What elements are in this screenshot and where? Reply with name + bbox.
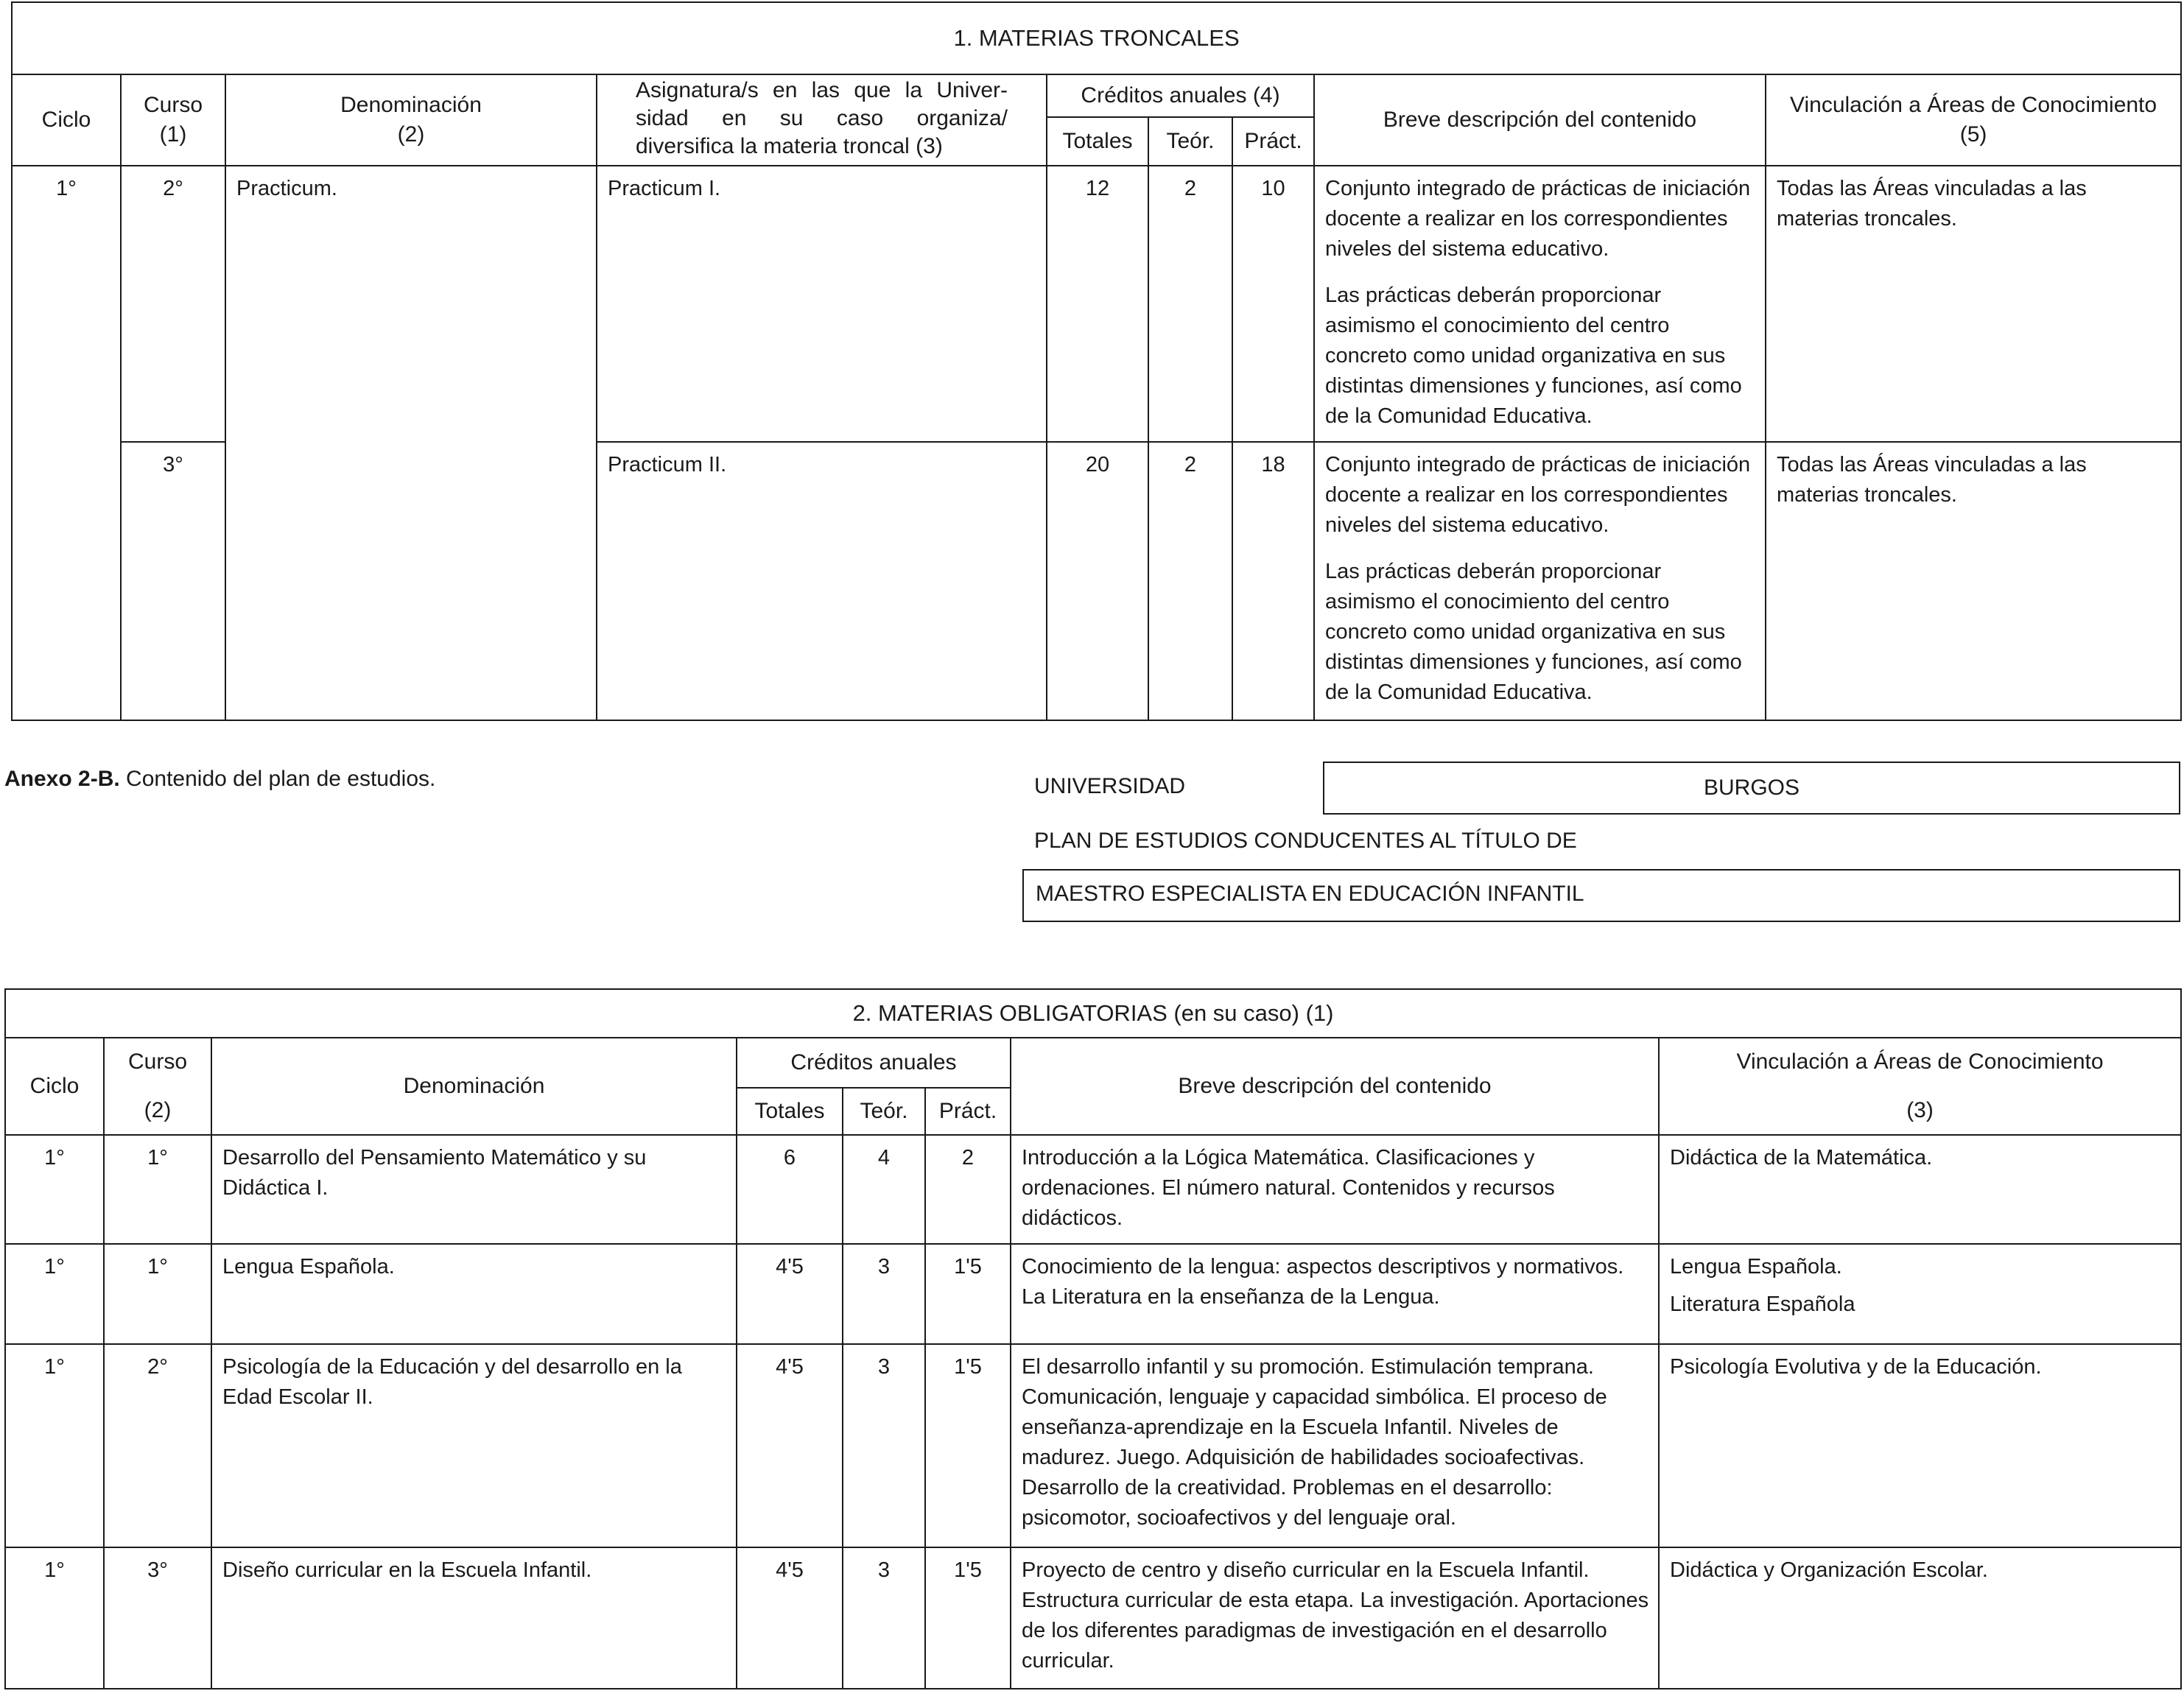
cell-teor: 4 — [843, 1135, 925, 1244]
cell-pract: 1'5 — [925, 1547, 1011, 1689]
cell-totales: 6 — [737, 1135, 843, 1244]
cell-ciclo: 1° — [5, 1547, 104, 1689]
header-totales: Totales — [737, 1088, 843, 1135]
universidad-label: UNIVERSIDAD — [1034, 774, 1186, 798]
header-asignaturas-line: Asignatura/s en las que la Univer- — [636, 78, 1008, 102]
header-denominacion-label: Denominación — [340, 93, 482, 117]
cell-denominacion: Psicología de la Educación y del desarrollo en la Edad Escolar II. — [211, 1344, 737, 1547]
cell-ciclo: 1° — [5, 1135, 104, 1244]
table-row — [5, 1344, 2181, 1547]
cell-curso: 2° — [104, 1344, 211, 1547]
materias-obligatorias-table — [4, 988, 2182, 1689]
cell-totales: 4'5 — [737, 1344, 843, 1547]
descripcion-paragraph: Conjunto integrado de prácticas de iniciación docente a realizar en los correspondientes niveles del sistema educativo. — [1325, 177, 1751, 261]
cell-denominacion: Practicum. — [225, 166, 597, 720]
header-vinculacion-note: (3) — [1906, 1098, 1934, 1122]
cell-asignatura: Practicum I. — [597, 166, 1047, 442]
table-row — [5, 1135, 2181, 1244]
header-totales: Totales — [1047, 117, 1148, 166]
header-breve-descripcion: Breve descripción del contenido — [1314, 74, 1766, 166]
cell-teor: 2 — [1148, 166, 1232, 442]
cell-pract: 18 — [1232, 442, 1314, 720]
header-vinculacion-label: Vinculación a Áreas de Conocimiento — [1736, 1049, 2104, 1074]
cell-teor: 3 — [843, 1344, 925, 1547]
table-title: 1. MATERIAS TRONCALES — [12, 2, 2181, 74]
header-asignaturas — [597, 74, 1047, 166]
plan-label: PLAN DE ESTUDIOS CONDUCENTES AL TÍTULO DE — [1034, 829, 1577, 853]
header-teor: Teór. — [1148, 117, 1232, 166]
cell-vinculacion: Didáctica y Organización Escolar. — [1659, 1547, 2181, 1689]
header-pract: Práct. — [1232, 117, 1314, 166]
table-title: 2. MATERIAS OBLIGATORIAS (en su caso) (1) — [5, 989, 2181, 1038]
cell-pract: 2 — [925, 1135, 1011, 1244]
cell-teor: 3 — [843, 1244, 925, 1344]
header-teor: Teór. — [843, 1088, 925, 1135]
cell-descripcion: Conocimiento de la lengua: aspectos descriptivos y normativos. La Literatura en la enseñanza de la Lengua. — [1011, 1244, 1659, 1344]
header-creditos: Créditos anuales — [737, 1038, 1011, 1088]
cell-vinculacion: Psicología Evolutiva y de la Educación. — [1659, 1344, 2181, 1547]
cell-pract: 10 — [1232, 166, 1314, 442]
cell-vinculacion: Didáctica de la Matemática. — [1659, 1135, 2181, 1244]
cell-descripcion: El desarrollo infantil y su promoción. Estimulación temprana. Comunicación, lenguaje y capacidad simbólica. El proceso de enseñanza-aprendizaje en la Escuela Infantil. Niveles de madurez. Juego. Adquisición de habilidades socioafectivas. Desarrollo de la creatividad. Problemas en el desarrollo: psicomotor, socioafectivos y del lenguaje oral. — [1011, 1344, 1659, 1547]
header-denominacion-note: (2) — [397, 122, 425, 147]
header-vinculacion-note: (5) — [1959, 122, 1987, 147]
cell-teor: 2 — [1148, 442, 1232, 720]
anexo-text: Contenido del plan de estudios. — [119, 767, 436, 791]
cell-pract: 1'5 — [925, 1344, 1011, 1547]
cell-descripcion: Proyecto de centro y diseño curricular en la Escuela Infantil. Estructura curricular de esta etapa. La investigación. Aportaciones de los diferentes paradigmas de investigación en el desarrollo curricular. — [1011, 1547, 1659, 1689]
header-vinculacion — [1766, 74, 2181, 166]
cell-descripcion — [1314, 166, 1766, 442]
cell-pract: 1'5 — [925, 1244, 1011, 1344]
descripcion-paragraph: Las prácticas deberán proporcionar asimismo el conocimiento del centro concreto como unidad organizativa en sus distintas dimensiones y funciones, así como de la Comunidad Educativa. — [1325, 284, 1742, 428]
table-row — [5, 1244, 2181, 1344]
materias-troncales-table — [11, 1, 2182, 721]
header-curso-note: (2) — [144, 1098, 172, 1122]
anexo-caption — [4, 766, 435, 792]
cell-descripcion — [1314, 442, 1766, 720]
header-breve-descripcion: Breve descripción del contenido — [1011, 1038, 1659, 1135]
header-denominacion — [225, 74, 597, 166]
descripcion-paragraph: Las prácticas deberán proporcionar asimismo el conocimiento del centro concreto como unidad organizativa en sus distintas dimensiones y funciones, así como de la Comunidad Educativa. — [1325, 560, 1742, 704]
header-curso — [104, 1038, 211, 1135]
cell-curso: 2° — [121, 166, 225, 442]
header-creditos: Créditos anuales (4) — [1047, 74, 1314, 117]
plan-value: MAESTRO ESPECIALISTA EN EDUCACIÓN INFANTIL — [1022, 869, 2180, 922]
header-curso-note: (1) — [159, 122, 187, 147]
vinculacion-item: Literatura Española — [1670, 1293, 1855, 1316]
header-pract: Práct. — [925, 1088, 1011, 1135]
descripcion-paragraph: Conjunto integrado de prácticas de iniciación docente a realizar en los correspondientes niveles del sistema educativo. — [1325, 453, 1751, 537]
cell-vinculacion — [1659, 1244, 2181, 1344]
cell-ciclo: 1° — [5, 1344, 104, 1547]
header-curso — [121, 74, 225, 166]
table-row — [12, 166, 2181, 442]
cell-denominacion: Diseño curricular en la Escuela Infantil. — [211, 1547, 737, 1689]
header-curso-label: Curso — [127, 1049, 188, 1074]
cell-totales: 4'5 — [737, 1547, 843, 1689]
universidad-value: BURGOS — [1323, 762, 2180, 815]
header-denominacion: Denominación — [211, 1038, 737, 1135]
header-asignaturas-line: sidad en su caso organiza/ — [636, 106, 1008, 130]
anexo-label: Anexo 2-B. — [4, 767, 120, 791]
header-ciclo: Ciclo — [12, 74, 121, 166]
header-asignaturas-line: diversifica la materia troncal (3) — [636, 134, 943, 158]
header-ciclo: Ciclo — [5, 1038, 104, 1135]
cell-curso: 3° — [121, 442, 225, 720]
header-curso-label: Curso — [143, 93, 203, 117]
cell-denominacion: Lengua Española. — [211, 1244, 737, 1344]
vinculacion-item: Lengua Española. — [1670, 1255, 1842, 1279]
cell-asignatura: Practicum II. — [597, 442, 1047, 720]
cell-descripcion: Introducción a la Lógica Matemática. Clasificaciones y ordenaciones. El número natural. Contenidos y recursos didácticos. — [1011, 1135, 1659, 1244]
cell-teor: 3 — [843, 1547, 925, 1689]
header-vinculacion-label: Vinculación a Áreas de Conocimiento — [1790, 93, 2157, 117]
cell-curso: 1° — [104, 1244, 211, 1344]
cell-ciclo: 1° — [12, 166, 121, 720]
cell-vinculacion: Todas las Áreas vinculadas a las materias troncales. — [1766, 166, 2181, 442]
header-vinculacion — [1659, 1038, 2181, 1135]
cell-curso: 3° — [104, 1547, 211, 1689]
cell-ciclo: 1° — [5, 1244, 104, 1344]
cell-vinculacion: Todas las Áreas vinculadas a las materias troncales. — [1766, 442, 2181, 720]
table-row — [5, 1547, 2181, 1689]
cell-totales: 20 — [1047, 442, 1148, 720]
cell-totales: 12 — [1047, 166, 1148, 442]
cell-denominacion: Desarrollo del Pensamiento Matemático y su Didáctica I. — [211, 1135, 737, 1244]
cell-curso: 1° — [104, 1135, 211, 1244]
cell-totales: 4'5 — [737, 1244, 843, 1344]
